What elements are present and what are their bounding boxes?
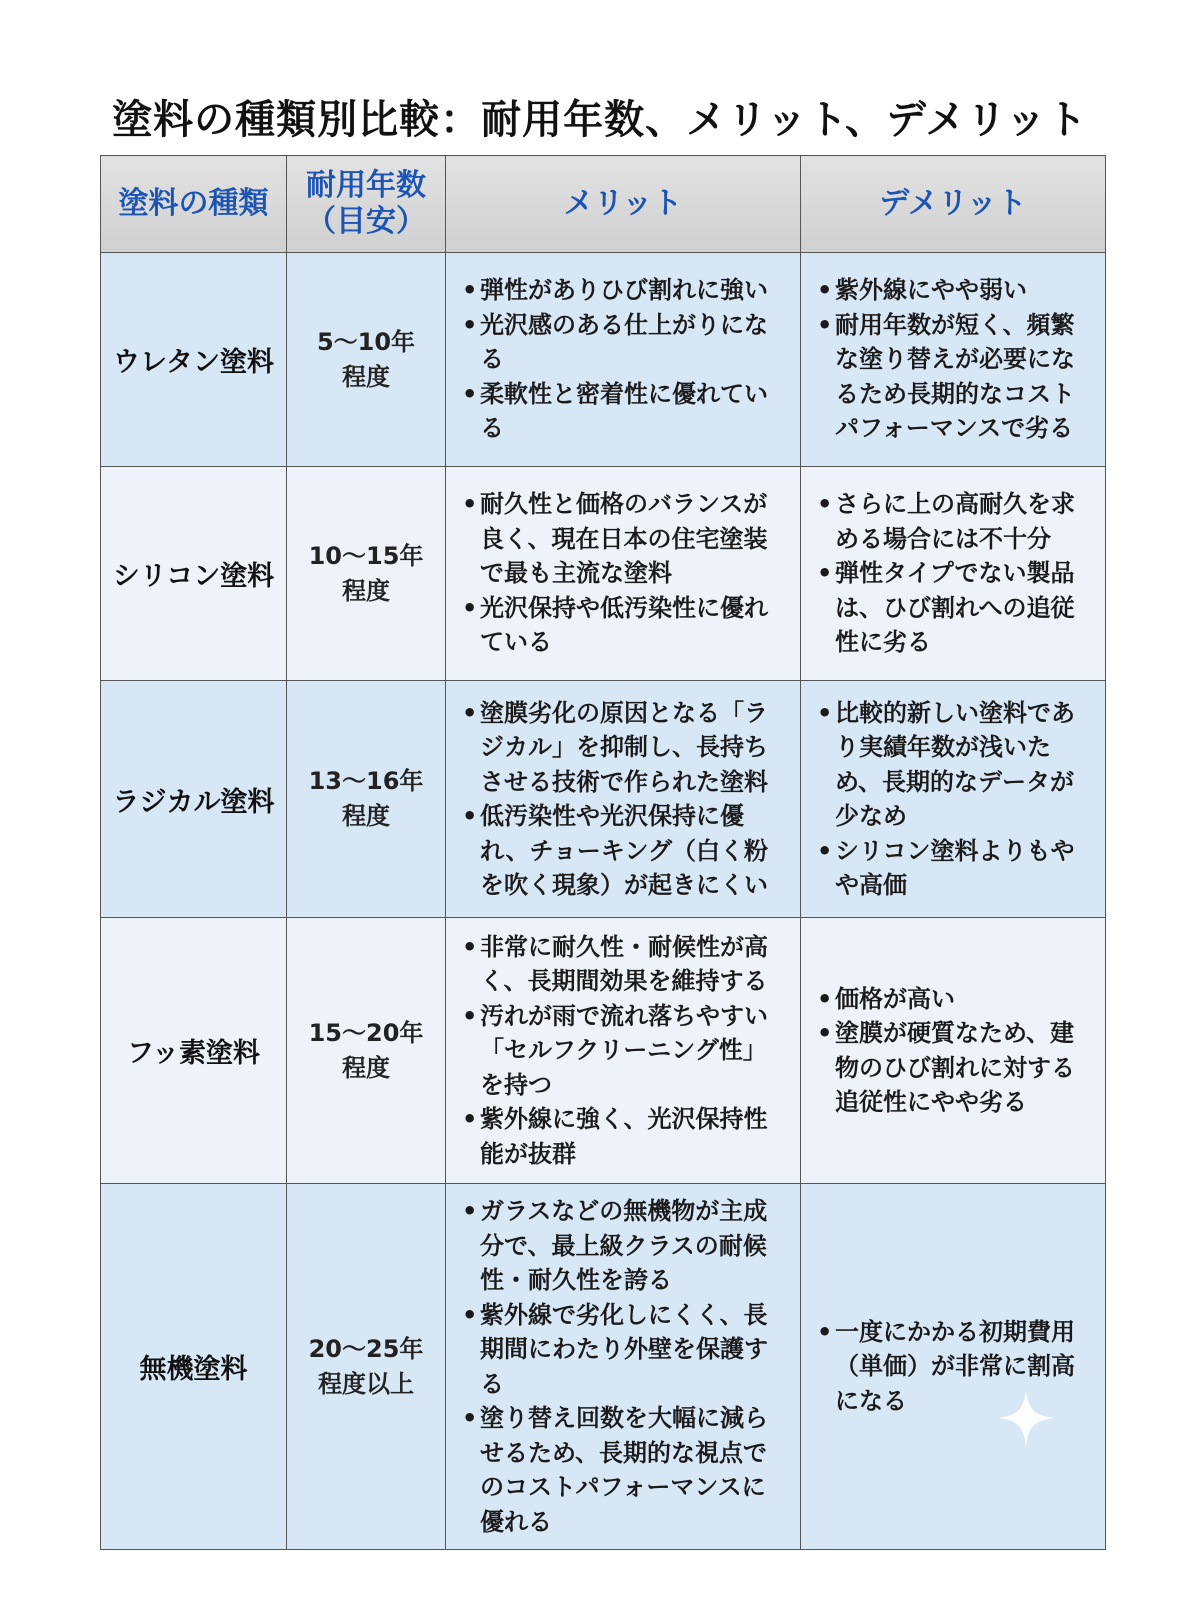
- demerit-item: • さらに上の高耐久を求める場合には不十分: [815, 487, 1093, 556]
- merits-list: [460, 696, 788, 903]
- demerits-cell: [801, 253, 1106, 467]
- merit-item: • 耐久性と価格のバランスが良く、現在日本の住宅塗装で最も主流な塗料: [460, 487, 788, 591]
- paint-type: フッ素塗料: [126, 1038, 261, 1069]
- merit-item: • 弾性がありひび割れに強い: [460, 273, 788, 308]
- demerit-item: • 一度にかかる初期費用（単価）が非常に割高になる: [815, 1315, 1093, 1419]
- merits-cell: [446, 918, 801, 1184]
- merit-item: • 低汚染性や光沢保持に優れ、チョーキング（白く粉を吹く現象）が起きにくい: [460, 799, 788, 903]
- table-row-radical: [101, 681, 1106, 918]
- paint-type: 無機塗料: [139, 1354, 248, 1385]
- merit-item: • ガラスなどの無機物が主成分で、最上級クラスの耐候性・耐久性を誇る: [460, 1194, 788, 1298]
- merit-item: • 汚れが雨で流れ落ちやすい「セルフクリーニング性」を持つ: [460, 999, 788, 1103]
- page-title: 塗料の種類別比較：耐用年数、メリット、デメリット: [112, 97, 1088, 143]
- merit-item: • 光沢保持や低汚染性に優れている: [460, 591, 788, 660]
- years-range: 5〜10年: [316, 327, 416, 356]
- header-years-line1: 耐用年数: [306, 168, 426, 203]
- paint-type-cell: [101, 681, 287, 918]
- demerits-cell: [801, 1184, 1106, 1550]
- paint-type-cell: [101, 253, 287, 467]
- demerits-list: [815, 487, 1093, 660]
- merits-cell: [446, 467, 801, 681]
- table-row-silicone: [101, 467, 1106, 681]
- paint-type: ラジカル塗料: [112, 786, 275, 818]
- merits-cell: [446, 681, 801, 918]
- comparison-table: [100, 155, 1106, 1550]
- years-cell: [287, 467, 446, 681]
- paint-type: シリコン塗料: [112, 561, 275, 592]
- header-merits-label: メリット: [563, 186, 683, 221]
- merits-cell: [446, 253, 801, 467]
- demerit-item: • 紫外線にやや弱い: [815, 273, 1093, 308]
- demerit-item: • 価格が高い: [815, 982, 1093, 1017]
- merit-item: • 光沢感のある仕上がりになる: [460, 308, 788, 377]
- merit-item: • 柔軟性と密着性に優れている: [460, 377, 788, 446]
- demerits-list: [815, 273, 1093, 446]
- merits-list: [460, 930, 788, 1172]
- years-cell: [287, 253, 446, 467]
- demerits-cell: [801, 467, 1106, 681]
- merit-item: • 塗り替え回数を大幅に減らせるため、長期的な視点でのコストパフォーマンスに優れる: [460, 1401, 788, 1539]
- header-years-line2: （目安）: [306, 204, 426, 239]
- demerits-list: [815, 696, 1093, 903]
- demerits-list: [815, 982, 1093, 1120]
- demerits-cell: [801, 918, 1106, 1184]
- merit-item: • 紫外線で劣化しにくく、長期間にわたり外壁を保護する: [460, 1298, 788, 1402]
- header-type: [101, 156, 287, 253]
- paint-type: ウレタン塗料: [113, 347, 274, 378]
- years-range: 13〜16年: [308, 767, 424, 795]
- years-qualifier: 程度: [342, 362, 390, 391]
- header-demerits-label: デメリット: [879, 186, 1027, 221]
- merit-item: • 紫外線に強く、光沢保持性能が抜群: [460, 1102, 788, 1171]
- paint-type-cell: [101, 918, 287, 1184]
- demerit-item: • 比較的新しい塗料であり実績年数が浅いため、長期的なデータが少なめ: [815, 696, 1093, 834]
- years-cell: [287, 918, 446, 1184]
- header-row: [101, 156, 1106, 253]
- years-qualifier: 程度: [342, 802, 390, 830]
- years-qualifier: 程度: [342, 576, 390, 605]
- header-demerits: [801, 156, 1106, 253]
- years-qualifier: 程度: [342, 1053, 390, 1082]
- merits-cell: [446, 1184, 801, 1550]
- merits-list: [460, 487, 788, 660]
- years-cell: [287, 681, 446, 918]
- paint-type-cell: [101, 1184, 287, 1550]
- demerit-item: • シリコン塗料よりもやや高価: [815, 834, 1093, 903]
- merit-item: • 塗膜劣化の原因となる「ラジカル」を抑制し、長持ちさせる技術で作られた塗料: [460, 696, 788, 800]
- paint-type-cell: [101, 467, 287, 681]
- years-cell: [287, 1184, 446, 1550]
- years-range: 20〜25年: [308, 1334, 424, 1363]
- header-type-label: 塗料の種類: [118, 186, 269, 221]
- merits-list: [460, 1194, 788, 1539]
- table-row-urethane: [101, 253, 1106, 467]
- demerit-item: • 耐用年数が短く、頻繁な塗り替えが必要になるため長期的なコストパフォーマンスで劣る: [815, 308, 1093, 446]
- demerit-item: • 弾性タイプでない製品は、ひび割れへの追従性に劣る: [815, 556, 1093, 660]
- merit-item: • 非常に耐久性・耐候性が高く、長期間効果を維持する: [460, 930, 788, 999]
- header-merits: [446, 156, 801, 253]
- years-range: 15〜20年: [308, 1018, 424, 1047]
- years-qualifier: 程度以上: [318, 1369, 414, 1398]
- table-row-inorganic: [101, 1184, 1106, 1550]
- demerits-cell: [801, 681, 1106, 918]
- header-years: [287, 156, 446, 253]
- demerit-item: • 塗膜が硬質なため、建物のひび割れに対する追従性にやや劣る: [815, 1016, 1093, 1120]
- table-row-fluorine: [101, 918, 1106, 1184]
- years-range: 10〜15年: [308, 541, 424, 570]
- merits-list: [460, 273, 788, 446]
- sparkle-icon: [996, 1388, 1056, 1448]
